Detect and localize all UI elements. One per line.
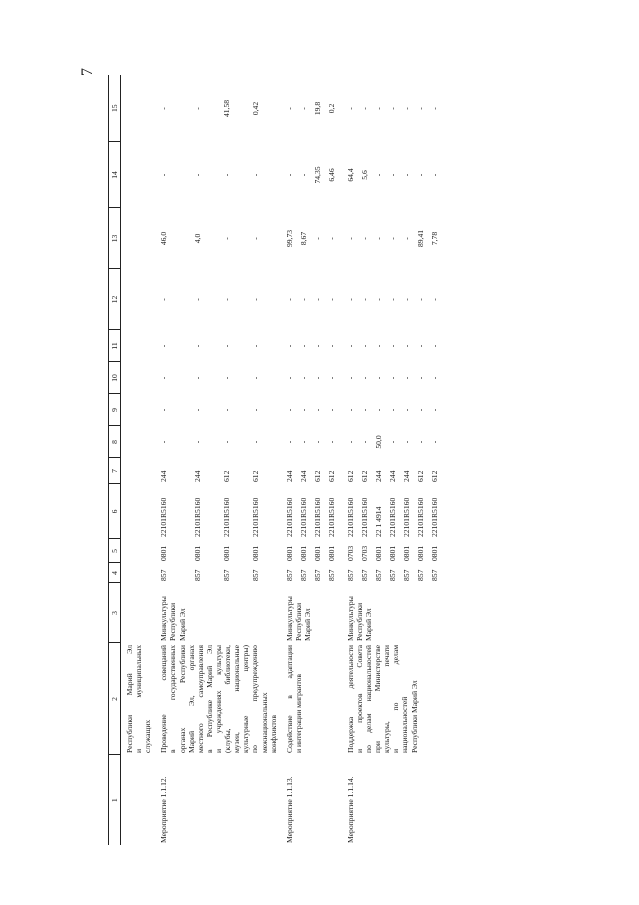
data-cell: - bbox=[284, 376, 294, 380]
header-cell: 3 bbox=[109, 583, 121, 643]
name-line: и по делам bbox=[391, 645, 401, 753]
table-header-numbers bbox=[109, 75, 121, 845]
name-line: в Республике Марий Эл bbox=[204, 645, 214, 753]
data-cell: - bbox=[373, 344, 383, 348]
name-line: Марий Эл, органах bbox=[186, 645, 196, 753]
data-cell: 22101R5160 bbox=[298, 497, 308, 537]
data-cell: - bbox=[345, 376, 355, 380]
data-cell: - bbox=[359, 440, 369, 444]
executor-cell bbox=[340, 583, 443, 643]
data-cell: 0801 bbox=[159, 545, 169, 561]
header-cell: 13 bbox=[109, 208, 121, 269]
header-cell: 1 bbox=[109, 755, 121, 845]
header-cell: 14 bbox=[109, 142, 121, 208]
name-line: (клубы, библиотеки, bbox=[223, 645, 233, 753]
data-cell: - bbox=[387, 298, 397, 301]
data-cell: - bbox=[326, 408, 336, 412]
name-line: конфликтов bbox=[268, 715, 278, 753]
data-cell: 0801 bbox=[222, 545, 232, 561]
data-cell: - bbox=[415, 107, 425, 110]
empty-cell bbox=[121, 563, 154, 583]
executor-cell bbox=[153, 583, 278, 643]
data-cell: 0,2 bbox=[326, 103, 336, 114]
data-cell: 612 bbox=[222, 470, 232, 482]
name-line: местного самоуправления bbox=[195, 645, 205, 753]
data-cell: - bbox=[312, 408, 322, 412]
data-cell: - bbox=[401, 376, 411, 380]
name-line: и муниципальных bbox=[134, 645, 144, 753]
data-cell: - bbox=[387, 107, 397, 110]
name-line: по делам национальностей bbox=[363, 645, 373, 753]
data-cell: - bbox=[284, 408, 294, 412]
executor-line: Марий Эл bbox=[363, 608, 373, 641]
executor-line: Республики bbox=[293, 602, 303, 641]
data-cell: 4,0 bbox=[193, 233, 203, 244]
data-cell: 0801 bbox=[312, 545, 322, 561]
name-line: культурные центры) bbox=[241, 645, 251, 753]
data-cell: 22101R5160 bbox=[250, 497, 260, 537]
label-cell bbox=[121, 755, 154, 845]
measure-name-cell bbox=[153, 643, 278, 755]
empty-cell bbox=[121, 539, 154, 563]
data-cell: - bbox=[312, 237, 322, 240]
data-cell: 857 bbox=[159, 569, 169, 581]
data-cell: 0703 bbox=[359, 545, 369, 561]
header-cell: 15 bbox=[109, 75, 121, 142]
measure-label: Мероприятие 1.1.14. bbox=[345, 776, 355, 843]
header-cell: 2 bbox=[109, 643, 121, 755]
empty-cell bbox=[121, 75, 154, 142]
empty-cell bbox=[121, 362, 154, 394]
data-cell: 857 bbox=[312, 569, 322, 581]
data-cell: - bbox=[345, 107, 355, 110]
data-cell: - bbox=[159, 408, 169, 412]
data-cell: 857 bbox=[326, 569, 336, 581]
data-cell: - bbox=[159, 298, 169, 301]
name-line: в государственных bbox=[168, 645, 178, 753]
page-number: 7 bbox=[79, 68, 96, 76]
data-cell: - bbox=[429, 298, 439, 301]
data-cell: - bbox=[250, 344, 260, 348]
data-cell: - bbox=[373, 173, 383, 177]
data-cell: - bbox=[222, 298, 232, 301]
data-cell: - bbox=[222, 344, 232, 348]
executor-line: Марий Эл bbox=[177, 608, 187, 641]
data-cell: - bbox=[250, 440, 260, 444]
data-cell: - bbox=[326, 440, 336, 444]
data-cell: 22101R5160 bbox=[387, 497, 397, 537]
executor-line: Минкультуры bbox=[284, 596, 294, 641]
header-cell: 10 bbox=[109, 362, 121, 394]
data-cell: - bbox=[284, 440, 294, 444]
data-cell: - bbox=[326, 298, 336, 301]
name-line: Поддержка деятельности bbox=[345, 645, 355, 753]
data-cell: - bbox=[159, 107, 169, 110]
data-cell: 857 bbox=[429, 569, 439, 581]
name-line: по предупреждению bbox=[250, 645, 260, 753]
rotated-table-container bbox=[108, 75, 528, 845]
data-cell: - bbox=[345, 408, 355, 412]
data-cell: - bbox=[359, 408, 369, 412]
name-line: Содействие в адаптации bbox=[284, 645, 294, 753]
data-cell: - bbox=[298, 376, 308, 380]
data-cell: - bbox=[415, 298, 425, 301]
data-cell: 857 bbox=[193, 569, 203, 581]
data-cell: - bbox=[222, 440, 232, 444]
header-row bbox=[109, 75, 121, 845]
data-cell: 857 bbox=[250, 569, 260, 581]
executor-line: Минкультуры bbox=[345, 596, 355, 641]
data-cell: 19,8 bbox=[312, 101, 322, 116]
data-cell: - bbox=[359, 237, 369, 240]
data-cell: 6,46 bbox=[326, 168, 336, 182]
data-cell: - bbox=[298, 408, 308, 412]
data-cell: - bbox=[429, 408, 439, 412]
data-cell: 0801 bbox=[429, 545, 439, 561]
table-body bbox=[121, 75, 443, 845]
measure-name-cell bbox=[340, 643, 443, 755]
data-cell: - bbox=[387, 344, 397, 348]
empty-cell bbox=[121, 142, 154, 208]
data-cell: 0801 bbox=[326, 545, 336, 561]
name-line: национальностей bbox=[400, 696, 410, 753]
data-cell: 89,41 bbox=[415, 229, 425, 248]
data-cell: - bbox=[284, 344, 294, 348]
empty-cell bbox=[121, 458, 154, 484]
data-cell: - bbox=[298, 440, 308, 444]
executor-cell bbox=[279, 583, 340, 643]
data-cell: 612 bbox=[250, 470, 260, 482]
data-cell: - bbox=[345, 298, 355, 301]
header-cell: 8 bbox=[109, 426, 121, 458]
data-cell: - bbox=[429, 344, 439, 348]
data-cell: - bbox=[312, 376, 322, 380]
name-line: межнациональных bbox=[259, 692, 269, 753]
name-line: Республики Марий Эл bbox=[409, 680, 419, 753]
data-cell: 7,78 bbox=[429, 231, 439, 246]
data-cell: 857 bbox=[298, 569, 308, 581]
data-cell: 0801 bbox=[373, 545, 383, 561]
data-cell: - bbox=[359, 376, 369, 380]
data-cell: 22101R5160 bbox=[159, 497, 169, 537]
measure-label: Мероприятие 1.1.12. bbox=[159, 776, 169, 843]
data-cell: - bbox=[222, 173, 232, 177]
data-cell: 612 bbox=[415, 470, 425, 482]
header-cell: 9 bbox=[109, 394, 121, 426]
data-cell: - bbox=[250, 237, 260, 240]
data-cell: - bbox=[401, 440, 411, 444]
table-row bbox=[153, 75, 192, 845]
data-cell: 612 bbox=[359, 470, 369, 482]
data-cell: 857 bbox=[359, 569, 369, 581]
data-cell: - bbox=[387, 440, 397, 444]
data-cell: 22101R5160 bbox=[415, 497, 425, 537]
data-cell: 8,67 bbox=[298, 231, 308, 246]
data-cell: - bbox=[159, 440, 169, 444]
data-cell: - bbox=[250, 376, 260, 380]
data-cell: 22101R5160 bbox=[222, 497, 232, 537]
data-cell: - bbox=[373, 237, 383, 240]
data-cell: - bbox=[298, 173, 308, 177]
data-cell: 857 bbox=[373, 569, 383, 581]
data-cell: 74,35 bbox=[312, 166, 322, 184]
table-row bbox=[279, 75, 298, 845]
data-cell: - bbox=[387, 408, 397, 412]
data-cell: - bbox=[359, 344, 369, 348]
data-cell: - bbox=[373, 298, 383, 301]
data-cell: - bbox=[401, 408, 411, 412]
data-cell: 857 bbox=[415, 569, 425, 581]
name-cell bbox=[121, 643, 154, 755]
data-cell: - bbox=[298, 344, 308, 348]
data-cell: - bbox=[250, 173, 260, 177]
data-cell: 0801 bbox=[415, 545, 425, 561]
data-cell: 0801 bbox=[401, 545, 411, 561]
name-line: органах Республики bbox=[177, 645, 187, 753]
data-cell: - bbox=[193, 298, 203, 301]
data-cell: - bbox=[401, 298, 411, 301]
data-cell: 244 bbox=[373, 470, 383, 482]
data-cell: 22101R5160 bbox=[326, 497, 336, 537]
data-cell: 612 bbox=[326, 470, 336, 482]
data-cell: - bbox=[429, 440, 439, 444]
data-cell: - bbox=[429, 376, 439, 380]
name-line: Республики Марий Эл bbox=[125, 645, 134, 753]
data-cell: - bbox=[222, 237, 232, 240]
data-cell: 22101R5160 bbox=[345, 497, 355, 537]
executor-line: Республики bbox=[354, 602, 364, 641]
data-cell: 0801 bbox=[284, 545, 294, 561]
data-cell: - bbox=[415, 173, 425, 177]
executor-line: Минкультуры bbox=[159, 596, 169, 641]
budget-table bbox=[108, 75, 443, 845]
data-cell: - bbox=[415, 376, 425, 380]
measure-label: Мероприятие 1.1.13. bbox=[284, 776, 294, 843]
data-cell: - bbox=[250, 408, 260, 412]
data-cell: 0,42 bbox=[250, 101, 260, 116]
header-cell: 7 bbox=[109, 458, 121, 484]
data-cell: - bbox=[193, 173, 203, 177]
empty-cell bbox=[121, 426, 154, 458]
data-cell: 244 bbox=[193, 470, 203, 482]
data-cell: - bbox=[387, 237, 397, 240]
data-cell: - bbox=[326, 376, 336, 380]
data-cell: 22101R5160 bbox=[429, 497, 439, 537]
data-cell: - bbox=[159, 173, 169, 177]
data-cell: - bbox=[159, 376, 169, 380]
data-cell: - bbox=[193, 107, 203, 110]
executor-line: Марий Эл bbox=[302, 608, 312, 641]
empty-cell bbox=[121, 583, 154, 643]
header-cell: 11 bbox=[109, 330, 121, 362]
data-cell: 0801 bbox=[298, 545, 308, 561]
data-cell: 0801 bbox=[193, 545, 203, 561]
data-cell: - bbox=[159, 344, 169, 348]
executor-line: Республики bbox=[168, 602, 178, 641]
header-cell: 6 bbox=[109, 484, 121, 539]
data-cell: 0801 bbox=[387, 545, 397, 561]
data-cell: 244 bbox=[298, 470, 308, 482]
data-cell: 612 bbox=[429, 470, 439, 482]
empty-cell bbox=[121, 269, 154, 330]
data-cell: - bbox=[401, 237, 411, 240]
data-cell: - bbox=[359, 298, 369, 301]
header-cell: 4 bbox=[109, 563, 121, 583]
measure-name-cell bbox=[279, 643, 340, 755]
data-cell: - bbox=[193, 344, 203, 348]
data-cell: 22 1 4914 bbox=[373, 506, 383, 537]
data-cell: 22101R5160 bbox=[401, 497, 411, 537]
data-cell: - bbox=[373, 107, 383, 110]
data-cell: 22101R5160 bbox=[193, 497, 203, 537]
name-line: при Министерстве bbox=[373, 645, 383, 753]
data-cell: - bbox=[193, 376, 203, 380]
name-line: и проектов Совета bbox=[354, 645, 364, 753]
data-cell: - bbox=[373, 376, 383, 380]
empty-cell bbox=[121, 208, 154, 269]
data-cell: - bbox=[284, 173, 294, 177]
data-cell: 857 bbox=[345, 569, 355, 581]
data-cell: - bbox=[193, 408, 203, 412]
data-cell: - bbox=[250, 298, 260, 301]
data-cell: - bbox=[312, 344, 322, 348]
table-row bbox=[340, 75, 359, 845]
data-cell: - bbox=[415, 440, 425, 444]
data-cell: - bbox=[373, 408, 383, 412]
data-cell: 244 bbox=[387, 470, 397, 482]
data-cell: 41,58 bbox=[222, 99, 232, 118]
data-cell: 0801 bbox=[250, 545, 260, 561]
data-cell: - bbox=[298, 298, 308, 301]
name-line: Проведение совещаний bbox=[159, 645, 169, 753]
data-cell: 244 bbox=[284, 470, 294, 482]
data-cell: - bbox=[415, 408, 425, 412]
data-cell: 99,73 bbox=[284, 229, 294, 248]
data-cell: - bbox=[222, 408, 232, 412]
data-cell: 5,6 bbox=[359, 170, 369, 180]
data-cell: 244 bbox=[401, 470, 411, 482]
data-cell: 0703 bbox=[345, 545, 355, 561]
data-cell: - bbox=[312, 298, 322, 301]
data-cell: 46,0 bbox=[159, 231, 169, 246]
data-cell: - bbox=[284, 107, 294, 110]
name-line: культуры, печати bbox=[382, 645, 392, 753]
data-cell: 64,4 bbox=[345, 168, 355, 182]
data-cell: 22101R5160 bbox=[284, 497, 294, 537]
data-cell: - bbox=[326, 237, 336, 240]
name-line: музеи, национальные bbox=[232, 645, 242, 753]
data-cell: 612 bbox=[345, 470, 355, 482]
data-cell: 857 bbox=[387, 569, 397, 581]
data-cell: - bbox=[193, 440, 203, 444]
name-line: и учреждениях культуры bbox=[213, 645, 223, 753]
data-cell: - bbox=[415, 344, 425, 348]
data-cell: - bbox=[326, 344, 336, 348]
data-cell: - bbox=[359, 107, 369, 110]
name-line: служащих bbox=[143, 719, 153, 753]
data-cell: 22101R5160 bbox=[312, 497, 322, 537]
data-cell: - bbox=[429, 107, 439, 110]
data-cell: - bbox=[284, 298, 294, 301]
data-cell: - bbox=[345, 440, 355, 444]
data-cell: - bbox=[345, 344, 355, 348]
data-cell: 857 bbox=[222, 569, 232, 581]
data-cell: - bbox=[387, 376, 397, 380]
data-cell: 612 bbox=[312, 470, 322, 482]
data-cell: - bbox=[429, 173, 439, 177]
data-cell: - bbox=[401, 107, 411, 110]
data-cell: 22101R5160 bbox=[359, 497, 369, 537]
header-cell: 12 bbox=[109, 269, 121, 330]
data-cell: 50,0 bbox=[373, 435, 383, 449]
data-cell: 244 bbox=[159, 470, 169, 482]
empty-cell bbox=[121, 330, 154, 362]
data-cell: - bbox=[298, 107, 308, 110]
continuation-row bbox=[121, 75, 154, 845]
data-cell: - bbox=[401, 173, 411, 177]
data-cell: - bbox=[222, 376, 232, 380]
data-cell: 857 bbox=[401, 569, 411, 581]
data-cell: - bbox=[312, 440, 322, 444]
data-cell: 857 bbox=[284, 569, 294, 581]
empty-cell bbox=[121, 484, 154, 539]
name-line: и интеграции мигрантов bbox=[293, 674, 303, 753]
data-cell: - bbox=[345, 237, 355, 240]
header-cell: 5 bbox=[109, 539, 121, 563]
data-cell: - bbox=[401, 344, 411, 348]
data-cell: - bbox=[387, 173, 397, 177]
empty-cell bbox=[121, 394, 154, 426]
